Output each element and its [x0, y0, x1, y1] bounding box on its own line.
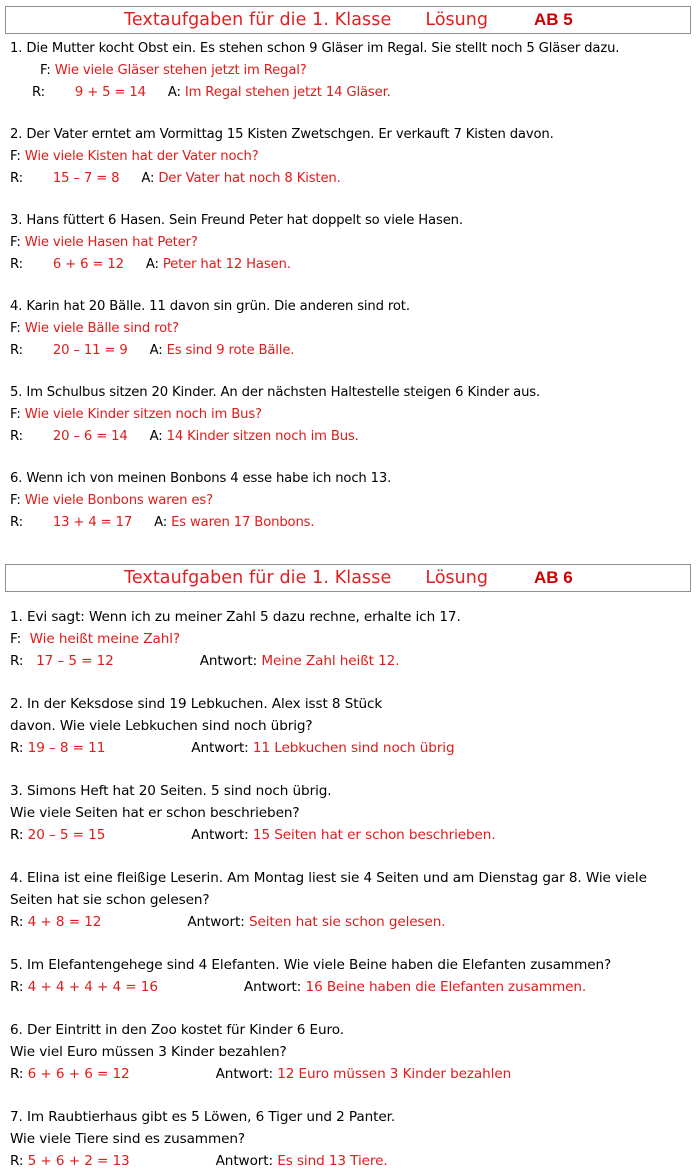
- problem-calc-row: [6, 824, 690, 846]
- section-gap: [0, 544, 696, 558]
- problem-calc-row: [6, 1150, 690, 1172]
- answer-value: 14 Kinder sitzen noch im Bus.: [166, 429, 359, 444]
- worksheet-section-ab6: [0, 564, 696, 1172]
- problem-item: [6, 780, 690, 846]
- problem-statement: 7. Im Raubtierhaus gibt es 5 Löwen, 6 Tiger und 2 Panter.: [10, 1109, 396, 1125]
- problem-statement-cont: Wie viele Seiten hat er schon beschrieben?: [10, 805, 300, 821]
- question-label: F:: [10, 235, 21, 250]
- answer-value: Der Vater hat noch 8 Kisten.: [158, 171, 341, 186]
- answer-label: A:: [141, 171, 155, 186]
- calc-label: R:: [10, 429, 23, 444]
- sheet-title: Textaufgaben für die 1. Klasse: [124, 568, 392, 588]
- problem-spacer: [6, 286, 690, 296]
- problem-statement: 1. Die Mutter kocht Obst ein. Es stehen schon 9 Gläser im Regal. Sie stellt noch 5 Gläser dazu.: [10, 41, 620, 56]
- problem-calc-row: [6, 737, 690, 759]
- question-gap: [21, 631, 29, 647]
- answer-value: 12 Euro müssen 3 Kinder bezahlen: [277, 1066, 512, 1082]
- answer-label: Antwort:: [215, 1153, 273, 1169]
- calc-value: 20 – 5 = 15: [27, 827, 106, 843]
- calc-label: R:: [10, 827, 24, 843]
- answer-label: A:: [154, 515, 168, 530]
- problem-calc-row: [6, 976, 690, 998]
- problem-calc-row: [6, 82, 690, 104]
- calc-value: 13 + 4 = 17: [52, 515, 133, 530]
- question-label: F:: [10, 407, 21, 422]
- calc-value: 19 – 8 = 11: [27, 740, 106, 756]
- problem-calc-row: [6, 512, 690, 534]
- problem-item: [6, 606, 690, 672]
- problem-spacer: [6, 770, 690, 780]
- problem-spacer: [6, 944, 690, 954]
- problem-item: [6, 382, 690, 448]
- answer-value: Meine Zahl heißt 12.: [261, 653, 400, 669]
- problem-item: [6, 1019, 690, 1085]
- calc-label: R:: [10, 1153, 24, 1169]
- calc-label: R:: [10, 914, 24, 930]
- problem-spacer: [6, 458, 690, 468]
- calc-value: 6 + 6 = 12: [52, 257, 124, 272]
- answer-label: Antwort:: [191, 827, 249, 843]
- sheet-code-badge: AB 5: [533, 10, 573, 29]
- answer-value: Es sind 9 rote Bälle.: [166, 343, 295, 358]
- sheet-header-ab5: [5, 6, 691, 34]
- problem-calc-row: [6, 426, 690, 448]
- calc-value: 17 – 5 = 12: [36, 653, 114, 669]
- question-value: Wie viele Gläser stehen jetzt im Regal?: [54, 63, 307, 78]
- question-value: Wie viele Kisten hat der Vater noch?: [24, 149, 259, 164]
- problem-statement: 3. Hans füttert 6 Hasen. Sein Freund Peter hat doppelt so viele Hasen.: [10, 213, 463, 228]
- sheet-solution-label: Lösung: [425, 10, 488, 30]
- answer-value: 11 Lebkuchen sind noch übrig: [252, 740, 455, 756]
- question-label: F:: [10, 493, 21, 508]
- answer-label: A:: [167, 85, 181, 100]
- question-label: F:: [40, 63, 51, 78]
- sheet-title: Textaufgaben für die 1. Klasse: [124, 10, 392, 30]
- calc-value: 4 + 4 + 4 + 4 = 16: [27, 979, 158, 995]
- sheet-solution-label: Lösung: [425, 568, 488, 588]
- problem-spacer: [6, 1009, 690, 1019]
- problem-item: [6, 1106, 690, 1172]
- problem-question-row: [6, 232, 690, 254]
- answer-label: Antwort:: [243, 979, 302, 995]
- question-value: Wie viele Bonbons waren es?: [24, 493, 213, 508]
- answer-value: Es waren 17 Bonbons.: [171, 515, 315, 530]
- question-value: Wie viele Kinder sitzen noch im Bus?: [24, 407, 262, 422]
- answer-label: A:: [149, 343, 163, 358]
- question-label: F:: [10, 321, 21, 336]
- answer-label: Antwort:: [215, 1066, 273, 1082]
- problem-question-row: [6, 318, 690, 340]
- problem-item: [6, 693, 690, 759]
- problem-calc-row: [6, 911, 690, 933]
- calc-value: 15 – 7 = 8: [52, 171, 120, 186]
- answer-label: A:: [145, 257, 159, 272]
- answer-label: Antwort:: [187, 914, 245, 930]
- calc-label: R:: [10, 515, 23, 530]
- calc-label: R:: [10, 257, 23, 272]
- problem-calc-row: [6, 168, 690, 190]
- calc-value: 9 + 5 = 14: [74, 85, 146, 100]
- problem-spacer: [6, 114, 690, 124]
- problem-question-row: [6, 60, 690, 82]
- problem-statement: 5. Im Elefantengehege sind 4 Elefanten. Wie viele Beine haben die Elefanten zusammen?: [10, 957, 612, 973]
- problem-statement: 1. Evi sagt: Wenn ich zu meiner Zahl 5 dazu rechne, erhalte ich 17.: [10, 609, 461, 625]
- problem-statement: 5. Im Schulbus sitzen 20 Kinder. An der nächsten Haltestelle steigen 6 Kinder aus.: [10, 385, 541, 400]
- problem-spacer: [6, 200, 690, 210]
- problem-spacer: [6, 683, 690, 693]
- problem-statement: 4. Karin hat 20 Bälle. 11 davon sin grün. Die anderen sind rot.: [10, 299, 410, 314]
- worksheet-page: [0, 6, 696, 1169]
- problem-question-row: [6, 146, 690, 168]
- answer-value: 16 Beine haben die Elefanten zusammen.: [305, 979, 587, 995]
- problem-item: [6, 124, 690, 190]
- problem-spacer: [6, 857, 690, 867]
- worksheet-section-ab5: [0, 6, 696, 534]
- list-top-spacer: [6, 592, 690, 606]
- answer-value: Seiten hat sie schon gelesen.: [248, 914, 446, 930]
- problem-calc-row: [6, 1063, 690, 1085]
- problem-statement: 2. Der Vater erntet am Vormittag 15 Kisten Zwetschgen. Er verkauft 7 Kisten davon.: [10, 127, 554, 142]
- calc-gap: [23, 653, 36, 669]
- problem-statement: 2. In der Keksdose sind 19 Lebkuchen. Alex isst 8 Stück: [10, 696, 383, 712]
- answer-value: Peter hat 12 Hasen.: [162, 257, 291, 272]
- problem-item: [6, 867, 690, 933]
- answer-value: 15 Seiten hat er schon beschrieben.: [252, 827, 496, 843]
- calc-label: R:: [32, 85, 45, 100]
- question-value: Wie viele Hasen hat Peter?: [24, 235, 198, 250]
- sheet-code-badge: AB 6: [533, 568, 573, 587]
- problem-item: [6, 38, 690, 104]
- answer-label: Antwort:: [199, 653, 258, 669]
- calc-value: 5 + 6 + 2 = 13: [27, 1153, 130, 1169]
- answer-value: Im Regal stehen jetzt 14 Gläser.: [184, 85, 391, 100]
- calc-label: R:: [10, 979, 24, 995]
- sheet-header-ab6: [5, 564, 691, 592]
- problem-item: [6, 296, 690, 362]
- problem-question-row: [6, 490, 690, 512]
- problem-statement-cont: davon. Wie viele Lebkuchen sind noch übrig?: [10, 718, 313, 734]
- problem-calc-row: [6, 650, 690, 672]
- problem-list-ab5: [0, 38, 696, 534]
- problem-spacer: [6, 1096, 690, 1106]
- question-value: Wie viele Bälle sind rot?: [24, 321, 179, 336]
- calc-value: 20 – 11 = 9: [52, 343, 128, 358]
- problem-item: [6, 954, 690, 998]
- answer-label: Antwort:: [191, 740, 249, 756]
- problem-statement: 6. Wenn ich von meinen Bonbons 4 esse habe ich noch 13.: [10, 471, 392, 486]
- problem-statement-cont: Seiten hat sie schon gelesen?: [10, 892, 210, 908]
- calc-label: R:: [10, 343, 23, 358]
- problem-item: [6, 468, 690, 534]
- problem-statement: 4. Elina ist eine fleißige Leserin. Am Montag liest sie 4 Seiten und am Dienstag gar 8. Wie viele: [10, 870, 647, 886]
- calc-value: 20 – 6 = 14: [52, 429, 128, 444]
- problem-calc-row: [6, 340, 690, 362]
- calc-label: R:: [10, 740, 24, 756]
- calc-label: R:: [10, 171, 23, 186]
- problem-spacer: [6, 372, 690, 382]
- answer-value: Es sind 13 Tiere.: [277, 1153, 388, 1169]
- problem-item: [6, 210, 690, 276]
- problem-statement-cont: Wie viel Euro müssen 3 Kinder bezahlen?: [10, 1044, 287, 1060]
- problem-question-row: [6, 628, 690, 650]
- answer-label: A:: [149, 429, 163, 444]
- question-value: Wie heißt meine Zahl?: [29, 631, 181, 647]
- calc-label: R:: [10, 1066, 24, 1082]
- problem-calc-row: [6, 254, 690, 276]
- calc-label: R:: [10, 653, 24, 669]
- question-label: F:: [10, 631, 22, 647]
- calc-value: 6 + 6 + 6 = 12: [27, 1066, 130, 1082]
- problem-statement: 3. Simons Heft hat 20 Seiten. 5 sind noch übrig.: [10, 783, 332, 799]
- problem-question-row: [6, 404, 690, 426]
- calc-value: 4 + 8 = 12: [27, 914, 102, 930]
- problem-statement: 6. Der Eintritt in den Zoo kostet für Kinder 6 Euro.: [10, 1022, 344, 1038]
- problem-statement-cont: Wie viele Tiere sind es zusammen?: [10, 1131, 245, 1147]
- problem-list-ab6: [0, 592, 696, 1172]
- question-label: F:: [10, 149, 21, 164]
